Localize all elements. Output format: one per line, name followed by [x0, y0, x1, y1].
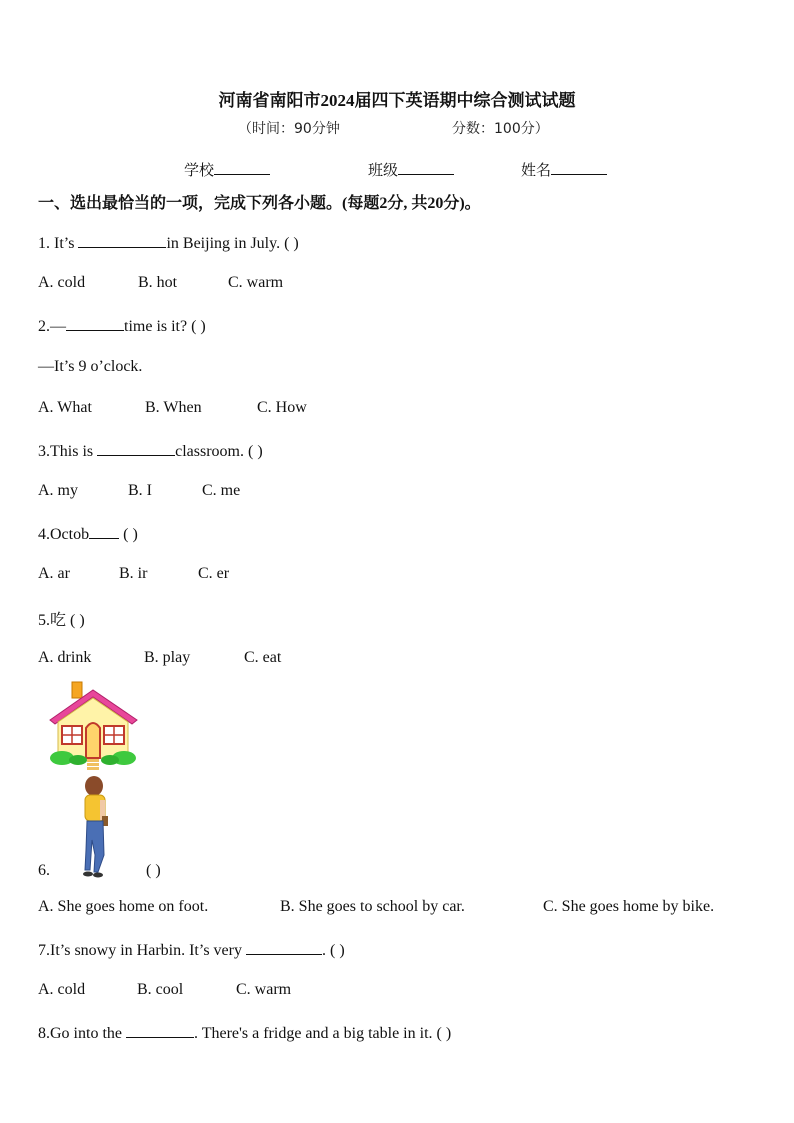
option-a[interactable]: A. my: [38, 482, 78, 499]
option-b[interactable]: B. cool: [137, 981, 184, 998]
exam-score: 分数：100分）: [452, 121, 549, 137]
class-field[interactable]: [368, 159, 454, 180]
option-c[interactable]: C. How: [257, 399, 307, 416]
name-label: 姓名: [521, 163, 552, 179]
question-5-options: [38, 649, 281, 667]
option-b[interactable]: B. ir: [119, 565, 148, 582]
option-c[interactable]: C. warm: [228, 274, 284, 291]
option-b[interactable]: B. hot: [138, 274, 178, 291]
question-7: 7.It’s snowy in Harbin. It’s very . ( ): [38, 942, 345, 959]
option-b[interactable]: B. I: [128, 482, 152, 499]
question-1: 1. It’s in Beijing in July. ( ): [38, 235, 299, 252]
question-7-options: [38, 981, 291, 999]
question-3: 3.This is classroom. ( ): [38, 443, 263, 460]
option-b[interactable]: B. She goes to school by car.: [280, 898, 465, 915]
exam-time: （时间：90分钟: [238, 121, 340, 137]
question-6: 6. ( ): [38, 862, 161, 879]
question-6-options: [38, 898, 714, 916]
option-c[interactable]: C. eat: [244, 649, 282, 666]
question-2-options: [38, 399, 307, 417]
option-a[interactable]: A. cold: [38, 274, 86, 291]
answer-blank[interactable]: [89, 524, 119, 539]
school-label: 学校: [184, 163, 215, 179]
question-8: 8.Go into the . There's a fridge and a big table in it. ( ): [38, 1025, 452, 1042]
option-c[interactable]: C. warm: [236, 981, 292, 998]
question-4: 4.Octob ( ): [38, 526, 138, 543]
question-3-options: [38, 482, 240, 500]
answer-blank[interactable]: [97, 441, 175, 456]
option-c[interactable]: C. me: [202, 482, 241, 499]
option-c[interactable]: C. She goes home by bike.: [543, 898, 715, 915]
question-4-options: [38, 565, 229, 583]
option-b[interactable]: B. When: [145, 399, 202, 416]
section-heading: 一、选出最恰当的一项，完成下列各小题。(每题2分, 共20分)。: [38, 195, 481, 212]
option-a[interactable]: A. cold: [38, 981, 86, 998]
option-a[interactable]: A. ar: [38, 565, 70, 582]
page-title: 河南省南阳市2024届四下英语期中综合测试试题: [218, 91, 576, 110]
house-and-girl-illustration: [48, 680, 143, 880]
answer-blank[interactable]: [126, 1023, 194, 1038]
school-field[interactable]: [184, 159, 270, 180]
class-label: 班级: [368, 163, 399, 179]
option-c[interactable]: C. er: [198, 565, 230, 582]
name-field[interactable]: [521, 159, 607, 180]
answer-blank[interactable]: [78, 233, 166, 248]
question-5: 5.吃 ( ): [38, 612, 85, 629]
question-1-options: [38, 274, 283, 292]
option-a[interactable]: A. What: [38, 399, 92, 416]
option-b[interactable]: B. play: [144, 649, 191, 666]
question-2-line2: —It’s 9 o’clock.: [38, 358, 143, 375]
option-a[interactable]: A. She goes home on foot.: [38, 898, 209, 915]
question-2: 2.— time is it? ( ): [38, 318, 206, 335]
option-a[interactable]: A. drink: [38, 649, 92, 666]
answer-blank[interactable]: [246, 940, 322, 955]
answer-blank[interactable]: [66, 316, 124, 331]
